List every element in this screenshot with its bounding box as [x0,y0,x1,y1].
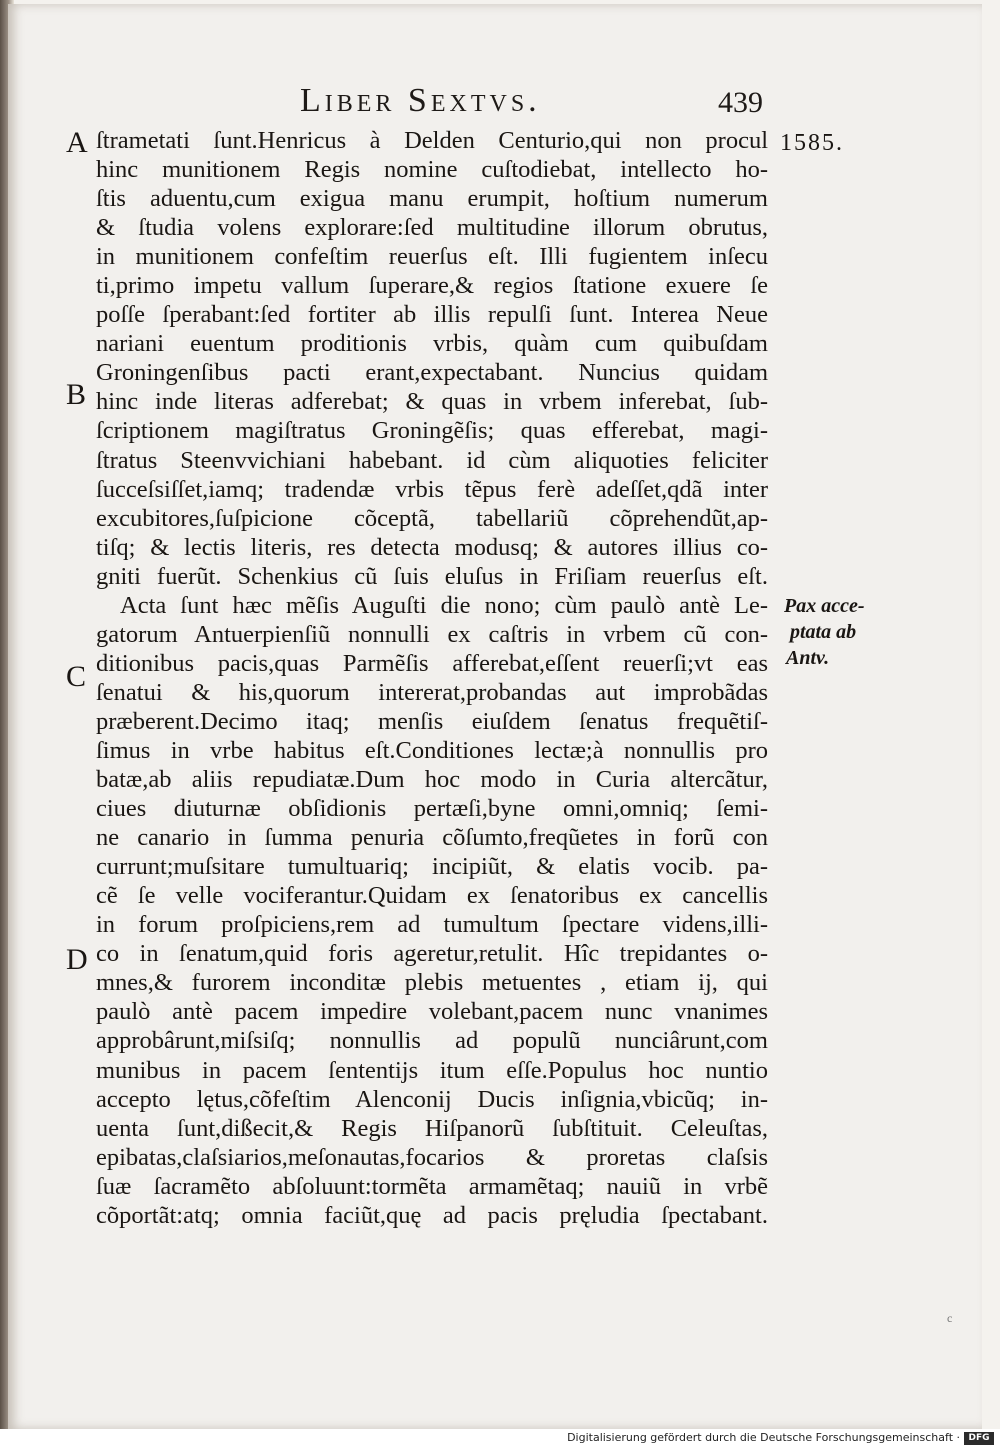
text-line: nariani euentum proditionis vrbis, quàm cum quibuſdam [96,330,768,358]
text-line: cõportãt:atq; omnia faciũt,quę ad pacis pręludia ſpectabant. [96,1201,768,1229]
text-line: ſtrametati ſunt.Henricus à Delden Centurio,qui non procul [96,127,768,154]
text-line: ne canario in ſumma penuria cõſumto,freqũetes in forũ con [96,824,768,852]
text-line: hinc inde literas adferebat; & quas in vrbem inferebat, ſub- [96,388,768,416]
text-line: paulò antè pacem impedire volebant,pacem nunc vnanimes [96,998,768,1026]
text-line: ditionibus pacis,quas Parmẽſis afferebat,eſſent reuerſi;vt eas [96,649,768,677]
text-line: ſcriptionem magiſtratus Groningẽſis; quas efferebat, magi- [96,417,768,445]
digitization-footer [0,1429,1000,1448]
page-number: 439 [718,86,763,119]
text-line: co in ſenatum,quid foris ageretur,retulit. Hîc trepidantes o- [96,940,768,968]
text-line: cẽ ſe velle vociferantur.Quidam ex ſenatoribus ex cancellis [96,882,768,910]
section-letter-c: C [66,660,87,693]
text-line: batæ,ab aliis repudiatæ.Dum hoc modo in Curia altercãtur, [96,766,768,794]
text-line: ti,primo impetu vallum ſuperare,& regios ſtatione exuere ſe [96,272,768,300]
text-line: epibatas,claſsiarios,meſonautas,focarios & proretas claſsis [96,1143,768,1171]
margin-year: 1585. [780,130,844,156]
text-line: poſſe ſperabant:ſed fortiter ab illis repulſi ſunt. Interea Neue [96,301,768,329]
text-line: ſtis aduentu,cum exigua manu erumpit, hoſtium numerum [96,185,768,213]
text-line: tiſq; & lectis literis, res detecta modusq; & autores illius co- [96,533,768,561]
text-line: & ſtudia volens explorare:ſed multitudine illorum obrutus, [96,214,768,242]
text-line: in munitionem confeſtim reuerſus eſt. Illi fugientem inſecu [96,243,768,271]
text-line: currunt;muſsitare tumultuariq; incipiũt, & elatis vocib. pa- [96,853,768,881]
section-letter-b: B [66,378,87,411]
footer-credit: Digitalisierung gefördert durch die Deutsche Forschungsgemeinschaft · [567,1431,960,1444]
text-line: ſucceſsiſſet,iamq; tradendæ vrbis tẽpus ferè adeſſet,qdã inter [96,475,768,503]
text-line: præberent.Decimo itaq; menſis eiuſdem ſenatus frequẽtiſ- [96,707,768,735]
text-line: gatorum Antuerpienſiũ nonnulli ex caſtris in vrbem cũ con- [96,620,768,648]
text-line: ſimus in vrbe habitus eſt.Conditiones lectæ;à nonnullis pro [96,736,768,764]
margin-note-line: Pax acce- [784,595,865,617]
text-line: hinc munitionem Regis nomine cuſtodiebat, intellecto ho- [96,156,768,184]
text-line: excubitores,ſuſpicione cõceptã, tabellariũ cõprehendũt,ap- [96,504,768,532]
text-line: in forum proſpiciens,rem ad tumultum ſpectare videns,illi- [96,911,768,939]
text-line: Acta ſunt hæc mẽſis Auguſti die nono; cùm paulò antè Le- [120,591,768,619]
body-text [96,126,768,1230]
page-header [0,80,1000,130]
dfg-logo: DFG [964,1432,994,1445]
text-line: accepto lętus,cõfeſtim Alenconij Ducis inſignia,vbicũq; in- [96,1085,768,1113]
text-line: uenta ſunt,dißecit,& Regis Hiſpanorũ ſubſtituit. Celeuſtas, [96,1114,768,1142]
text-line: approbârunt,miſsiſq; nonnullis ad populũ nunciârunt,com [96,1027,768,1055]
margin-note-line: Antv. [786,647,830,669]
paper-speck: c [947,1311,953,1325]
text-line: ſtratus Steenvvichiani habebant. id cùm aliquoties feliciter [96,446,768,474]
section-letter-d: D [66,943,88,976]
text-line: ciues diuturnæ obſidionis pertæſi,byne omni,omniq; ſemi- [96,795,768,823]
text-line: gniti fuerũt. Schenkius cũ ſuis eluſus in Friſiam reuerſus eſt. [96,562,768,590]
text-line: mnes,& furorem inconditæ plebis metuentes , etiam ij, qui [96,969,768,997]
text-line: Groningenſibus pacti erant,expectabant. Nuncius quidam [96,359,768,387]
margin-note-line: ptata ab [790,621,857,643]
section-letter-a: A [66,126,88,159]
text-line: ſenatui & his,quorum intererat,probandas aut improbãdas [96,678,768,706]
text-line: ſuæ ſacramẽto abſoluunt:tormẽta armamẽtaq; nauiũ in vrbẽ [96,1172,768,1200]
running-title: Liber Sextvs. [300,82,541,119]
text-line: munibus in pacem ſententijs itum eſſe.Populus hoc nuntio [96,1056,768,1084]
